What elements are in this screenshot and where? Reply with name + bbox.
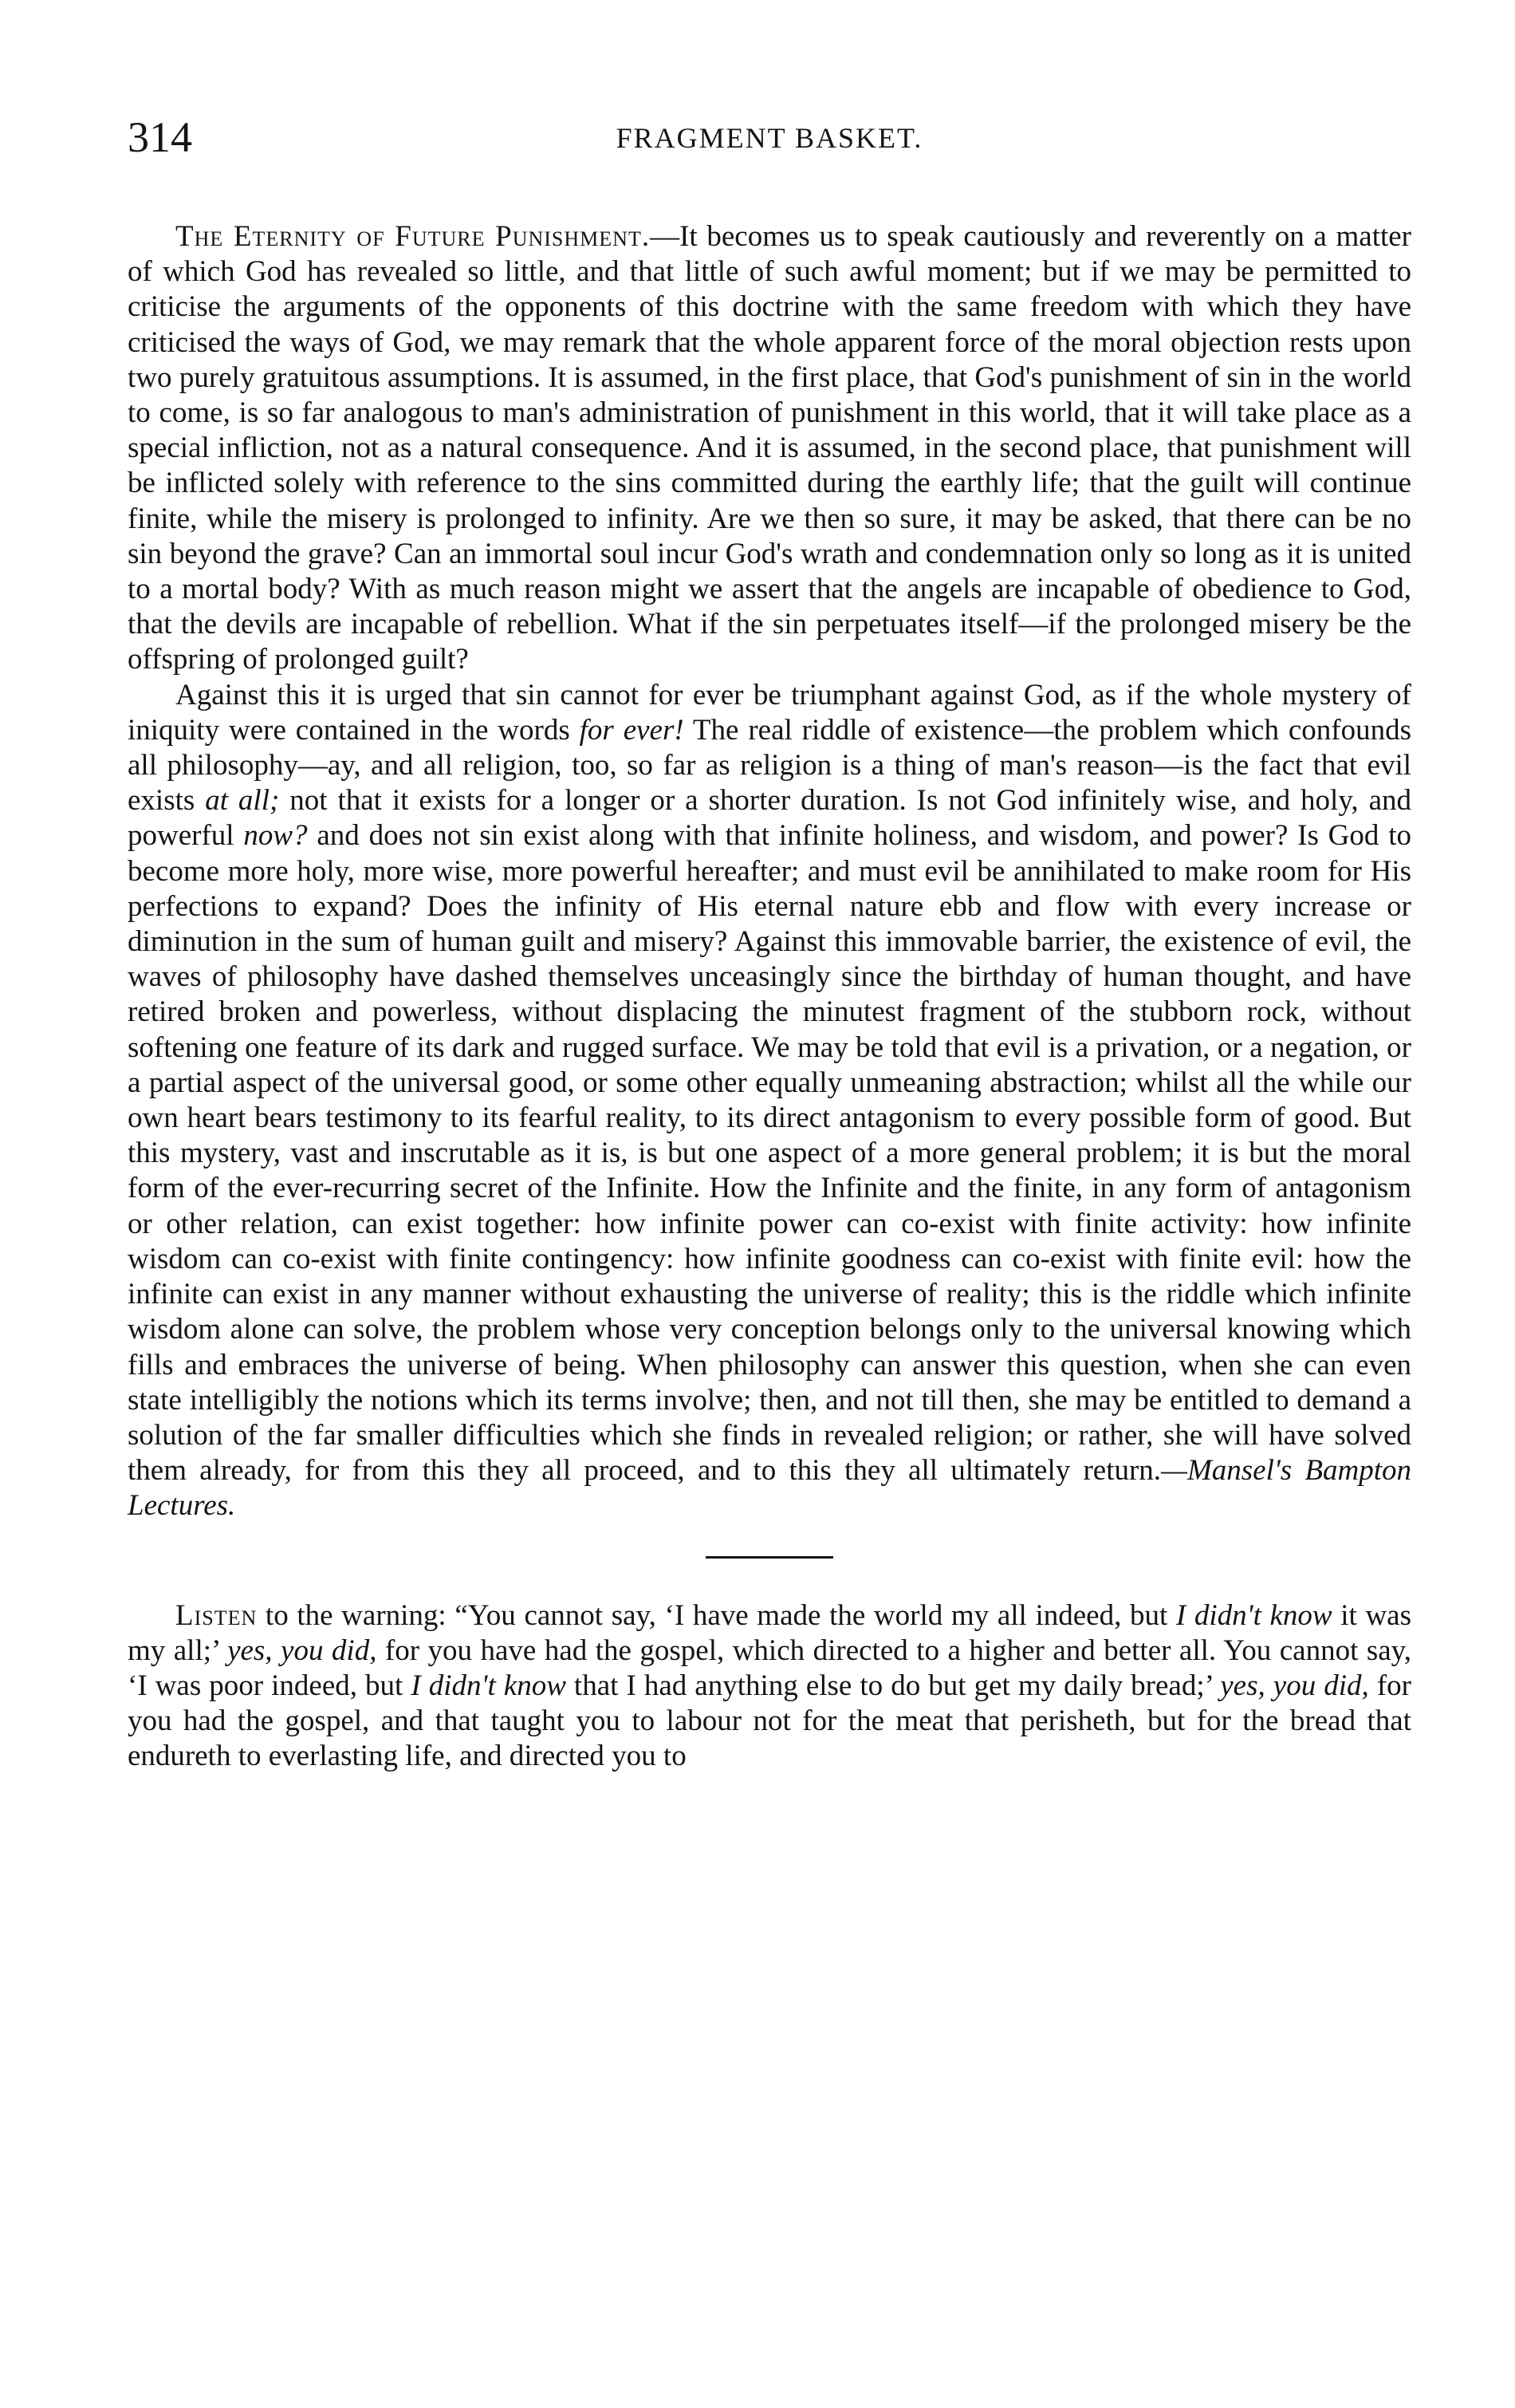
running-title: FRAGMENT BASKET. [616,122,923,154]
emphasis: yes, you did, [227,1634,377,1667]
page-number: 314 [128,113,192,161]
article-punishment-paragraph-1 [128,219,1411,678]
text-run: and does not sin exist along with that infinite holiness, and wisdom, and power? Is God to become more holy, more wise, more powerful hereafter; and must evil be annihilated to make room for His perfections to expand? Does the infinity of His eternal nature ebb and flow with every increase or diminution in the sum of human guilt and misery? Against this immovable barrier, the existence of evil, the waves of philosophy have dashed themselves unceasingly since the birthday of human thought, and have retired broken and powerless, without displacing the minutest fragment of the stubborn rock, without softening one feature of its dark and rugged surface. We may be told that evil is a privation, or a negation, or a partial aspect of the universal good, or some other equally unmeaning abstraction; whilst all the while our own heart bears testimony to its fearful reality, to its direct antagonism to every possible form of good. But this mystery, vast and inscrutable as it is, is but one aspect of a more general problem; it is but the moral form of the ever-recurring secret of the Infinite. How the Infinite and the finite, in any form of antagonism or other relation, can exist together: how infinite power can co-exist with finite activity: how infinite wisdom can co-exist with finite contingency: how infinite goodness can co-exist with finite evil: how the infinite can exist in any manner without exhausting the universe of reality; this is the riddle which infinite wisdom alone can solve, the problem whose very conception belongs only to the universal knowing which fills and embraces the universe of being. When philosophy can answer this question, when she can even state intelligibly the notions which its terms involve; then, and not till then, she may be entitled to demand a solution of the far smaller difficulties which she finds in revealed religion; or rather, she will have solved them already, for from this they all proceed, and to this they all ultimately return. [128,819,1411,1488]
emphasis: I didn't know [411,1669,566,1702]
article-title: The Eternity of Future Punishment. [175,220,651,253]
text-run: for you had the gospel, and that taught you to labour not for the meat that perisheth, but for the bread that endureth to everlasting life, and directed you to [128,1669,1411,1773]
lead-word: Listen [175,1598,258,1632]
text-run: Against this it is urged that sin cannot for ever be triumphant against God, as if the whole mystery of iniquity were contained in the words [128,678,1411,747]
section-divider [706,1556,833,1559]
text-run: The real riddle of existence—the problem which confounds all philosophy—ay, and all religion, too, so far as religion is a thing of man's reason—is the fact that evil exists [128,713,1411,818]
article-listen-paragraph [128,1598,1411,1775]
paragraph-text: —It becomes us to speak cautiously and reverently on a matter of which God has revealed so little, and that little of such awful moment; but if we may be permitted to criticise the arguments of the opponents of this doctrine with the same freedom with which they have criticised the ways of God, we may remark that the whole apparent force of the moral objection rests upon two purely gratuitous assumptions. It is assumed, in the first place, that God's punishment of sin in the world to come, is so far analogous to man's administration of punishment in this world, that it will take place as a special infliction, not as a natural consequence. And it is assumed, in the second place, that punishment will be inflicted solely with reference to the sins committed during the earthly life; that the guilt will continue finite, while the misery is prolonged to infinity. Are we then so sure, it may be asked, that there can be no sin beyond the grave? Can an immortal soul incur God's wrath and condemnation only so long as it is united to a mortal body? With as much reason might we assert that the angels are incapable of obedience to God, that the devils are incapable of rebellion. What if the sin perpetuates itself—if the prolonged misery be the offspring of prolonged guilt? [128,220,1412,676]
page-header [128,112,1411,175]
source-citation: —Mansel's Bampton Lectures. [128,1454,1411,1523]
emphasis: I didn't know [1175,1598,1332,1632]
text-run: that I had anything else to do but get my daily bread;’ [565,1669,1221,1702]
page-body [128,219,1411,1775]
text-run: it was my all;’ [128,1598,1411,1667]
text-run: not that it exists for a longer or a shorter duration. Is not God infinitely wise, and holy, and powerful [128,784,1412,853]
emphasis: at all; [205,784,280,818]
article-punishment-paragraph-2 [128,678,1411,1524]
text-run: for you have had the gospel, which directed to a higher and better all. You cannot say, ‘I was poor indeed, but [128,1634,1411,1702]
text-run: to the warning: “You cannot say, ‘I have made the world my all indeed, but [257,1598,1176,1632]
emphasis: yes, you did, [1220,1669,1369,1702]
emphasis: for ever! [579,713,684,747]
emphasis: now? [243,819,308,853]
